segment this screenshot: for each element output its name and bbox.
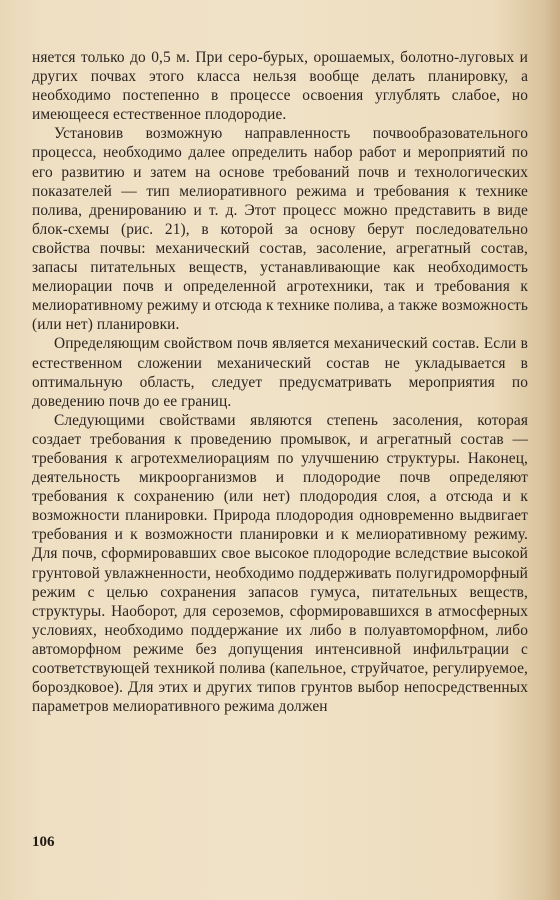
paragraph-4: Следующими свойствами являются степень засоления, которая создает требования к проведению промывок, и агрегатный состав — требования к агротехмелиорациям по улучшению структуры. Наконец, деятельность микроорганизмов и плодородие почв определяют требования к сохранению (или нет) плодородия слоя, а отсюда и к возможности планировки. Природа плодородия одновременно выдвигает требования и к возможности планировки и к мелиоративному режиму. Для почв, сформировавших свое высокое плодородие вследствие высокой грунтовой увлажненности, необходимо поддерживать полугидроморфный режим с целью сохранения запасов гумуса, питательных веществ, структуры. Наоборот, для сероземов, сформировавшихся в атмосферных условиях, необходимо поддержание их либо в полуавтоморфном, либо автоморфном режиме без допущения интенсивной инфильтрации с соответствующей техникой полива (капельное, струйчатое, регулируемое, бороздковое). Для этих и других типов грунтов выбор непосредственных параметров мелиоративного режима должен — [32, 411, 528, 716]
paragraph-3: Определяющим свойством почв является механический состав. Если в естественном сложении механический состав не укладывается в оптимальную область, следует предусматривать мероприятия по доведению почв до ее границ. — [32, 335, 528, 410]
paragraph-2: Установив возможную направленность почвообразовательного процесса, необходимо далее определить набор работ и мероприятий по его развитию и затем на основе требований почв и технологических показателей — тип мелиоративного режима и требования к технике полива, дренированию и т. д. Этот процесс можно представить в виде блок-схемы (рис. 21), в которой за основу берут последовательно свойства почвы: механический состав, засоление, агрегатный состав, запасы питательных веществ, устанавливающие как необходимость мелиорации почв и определенной агротехники, так и требования к мелиоративному режиму и отсюда к технике полива, а также возможность (или нет) планировки. — [32, 125, 528, 334]
paragraph-1: няется только до 0,5 м. При серо-бурых, орошаемых, болотно-луговых и других почвах этого класса нельзя вообще делать планировку, а необходимо постепенно в процессе освоения углублять слабое, но имеющееся естественное плодородие. — [32, 49, 528, 124]
body-text — [32, 48, 528, 716]
page-number: 106 — [32, 834, 55, 850]
